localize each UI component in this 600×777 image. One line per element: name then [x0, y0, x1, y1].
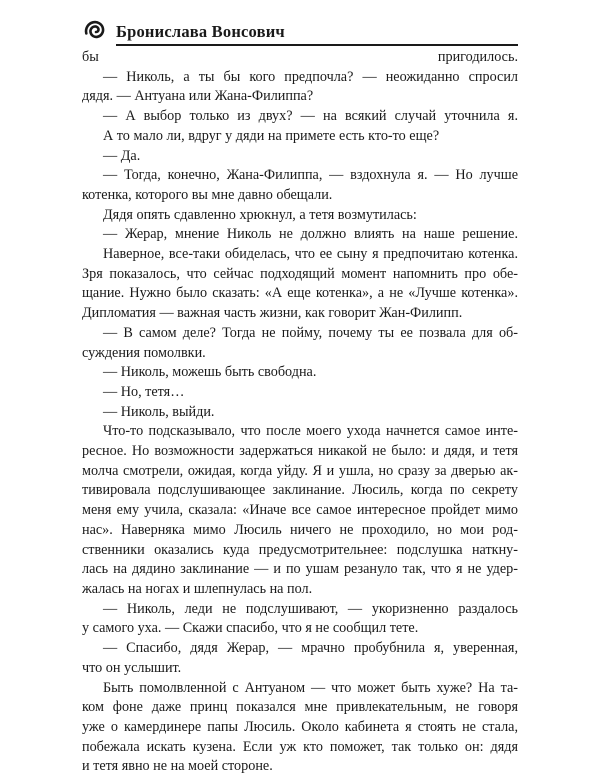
page-body — [82, 48, 518, 777]
text-line: суждения помолвки. — [82, 344, 206, 361]
text-line: ственники оказались куда предусмотрительнее: подслушка наткну- — [82, 541, 518, 558]
text-line: — Но, тетя… — [103, 383, 185, 400]
text-line: Дядя опять сдавленно хрюкнул, а тетя возмутилась: — [103, 206, 417, 223]
text-line: — Тогда, конечно, Жана-Филиппа, — вздохнула я. — Но лучше — [103, 167, 518, 184]
running-header — [82, 18, 522, 48]
text-line: ресное. Но возможности задержаться никакой не было: и дядя, и тетя — [82, 443, 518, 460]
text-line: — Жерар, мнение Николь не должно влиять на наше решение. — [103, 226, 518, 243]
text-line: Что-то подсказывало, что после моего ухода начнется самое инте- — [103, 423, 518, 440]
text-line: — Николь, а ты бы кого предпочла? — неожиданно спросил — [103, 68, 518, 85]
text-line: — Да. — [103, 147, 141, 164]
text-line: нас». Наверняка мимо Люсиль ничего не проходило, но мои род- — [82, 521, 518, 538]
text-line: ком фоне даже принц показался мне привлекательным, не говоря — [82, 699, 518, 716]
text-line: — А выбор только из двух? — на всякий случай уточнила я. — [103, 108, 518, 125]
text-line: уже о камердинере папы Люсиль. Около кабинета я стоять не стала, — [82, 718, 518, 735]
text-line: Наверное, все-таки обиделась, что ее сыну я предпочитаю котенка. — [103, 246, 518, 263]
text-line: котенка, которого вы мне давно обещали. — [82, 186, 333, 203]
text-line: тивировала подслушивающее заклинание. Люсиль, когда по секрету — [82, 482, 518, 499]
text-line: побежала искать кузена. Если уж кто поможет, так только он: дядя — [82, 738, 518, 755]
text-line: А то мало ли, вдруг у дяди на примете есть кто-то еще? — [103, 127, 440, 144]
text-line: что он услышит. — [82, 659, 182, 676]
text-line: и тетя явно не на моей стороне. — [82, 758, 273, 775]
text-line: Быть помолвленной с Антуаном — что может быть хуже? На та- — [103, 679, 518, 696]
text-line: дядя. — Антуана или Жана-Филиппа? — [82, 88, 314, 105]
text-line: бы пригодилось. — [82, 49, 518, 65]
text-line: щание. Нужно было сказать: «А еще котенка», а не «Лучше котенка». — [82, 285, 518, 302]
text-line: у самого уха. — Скажи спасибо, что я не сообщил тете. — [82, 620, 419, 637]
text-line: лась на дядино заклинание — и по ушам резануло так, что я не удер- — [82, 561, 518, 578]
text-line: молча смотрели, ожидая, когда уйду. Я и ушла, но сразу за дверью ак- — [82, 462, 518, 479]
text-line: — Спасибо, дядя Жерар, — мрачно пробубнила я, уверенная, — [103, 640, 518, 657]
text-line: Зря показалось, что сейчас подходящий момент напомнить про обе- — [82, 265, 518, 282]
author-name: Бронислава Вонсович — [116, 22, 285, 41]
spiral-icon — [82, 18, 110, 46]
text-line: меня ему учила, сказала: «Иначе все самое интересное пройдет мимо — [82, 502, 518, 519]
text-line: Дипломатия — важная часть жизни, как говорит Жан-Филипп. — [82, 305, 463, 322]
text-line: — В самом деле? Тогда не пойму, почему ты ее позвала для об- — [103, 324, 518, 341]
text-line: жалась на ногах и шлепнулась на пол. — [82, 580, 313, 597]
text-line: — Николь, выйди. — [103, 403, 215, 420]
text-line: — Николь, леди не подслушивают, — укоризненно раздалось — [103, 600, 518, 617]
text-line: — Николь, можешь быть свободна. — [103, 364, 317, 381]
header-rule — [116, 44, 518, 46]
